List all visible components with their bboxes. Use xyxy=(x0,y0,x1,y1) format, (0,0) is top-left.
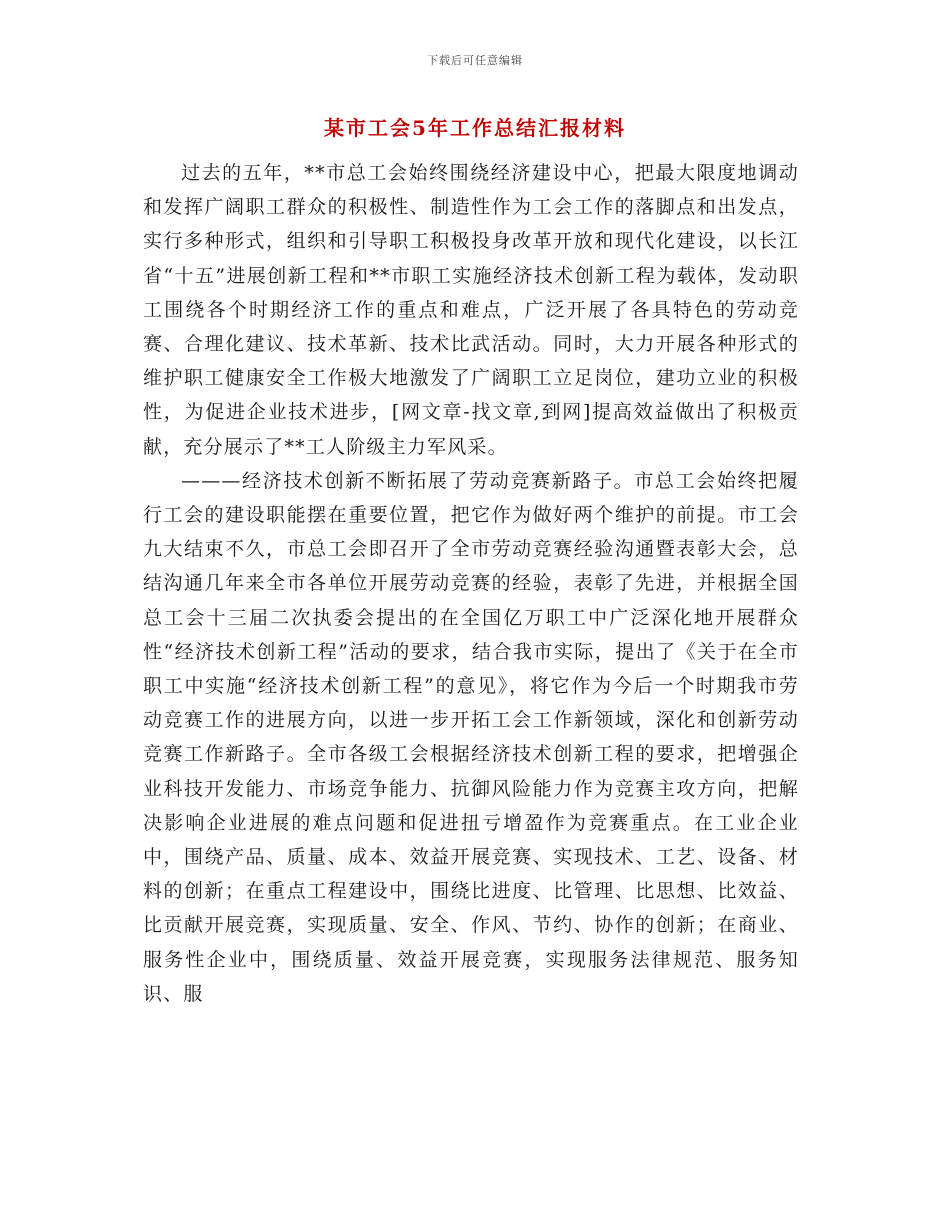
document-title: 某市工会5年工作总结汇报材料 xyxy=(324,116,626,140)
document-body xyxy=(143,156,799,1011)
paragraph-intro: 过去的五年，**市总工会始终围绕经济建设中心，把最大限度地调动和发挥广阔职工群众的积极性、制造性作为工会工作的落脚点和出发点，实行多种形式，组织和引导职工积极投身改革开放和现代化建设，以长江省“十五”进展创新工程和**市职工实施经济技术创新工程为载体，发动职工围绕各个时期经济工作的重点和难点，广泛开展了各具特色的劳动竞赛、合理化建议、技术革新、技术比武活动。同时，大力开展各种形式的维护职工健康安全工作极大地激发了广阔职工立足岗位，建功立业的积极性，为促进企业技术进步，[网文章-找文章,到网]提高效益做出了积极贡献，充分展示了**工人阶级主力军风采。 xyxy=(143,162,799,458)
header-note: 下载后可任意编辑 xyxy=(427,54,523,67)
paragraph-innovation: ———经济技术创新不断拓展了劳动竞赛新路子。市总工会始终把履行工会的建设职能摆在重要位置，把它作为做好两个维护的前提。市工会九大结束不久，市总工会即召开了全市劳动竞赛经验沟通暨表彰大会，总结沟通几年来全市各单位开展劳动竞赛的经验，表彰了先进，并根据全国总工会十三届二次执委会提出的在全国亿万职工中广泛深化地开展群众性“经济技术创新工程”活动的要求，结合我市实际，提出了《关于在全市职工中实施“经济技术创新工程”的意见》，将它作为今后一个时期我市劳动竞赛工作的进展方向，以进一步开拓工会工作新领域，深化和创新劳动竞赛工作新路子。全市各级工会根据经济技术创新工程的要求，把增强企业科技开发能力、市场竞争能力、抗御风险能力作为竞赛主攻方向，把解决影响企业进展的难点问题和促进扭亏增盈作为竞赛重点。在工业企业中，围绕产品、质量、成本、效益开展竞赛、实现技术、工艺、设备、材料的创新；在重点工程建设中，围绕比进度、比管理、比思想、比效益、比贡献开展竞赛，实现质量、安全、作风、节约、协作的创新；在商业、服务性企业中，围绕质量、效益开展竞赛，实现服务法律规范、服务知识、服 xyxy=(143,469,799,1005)
